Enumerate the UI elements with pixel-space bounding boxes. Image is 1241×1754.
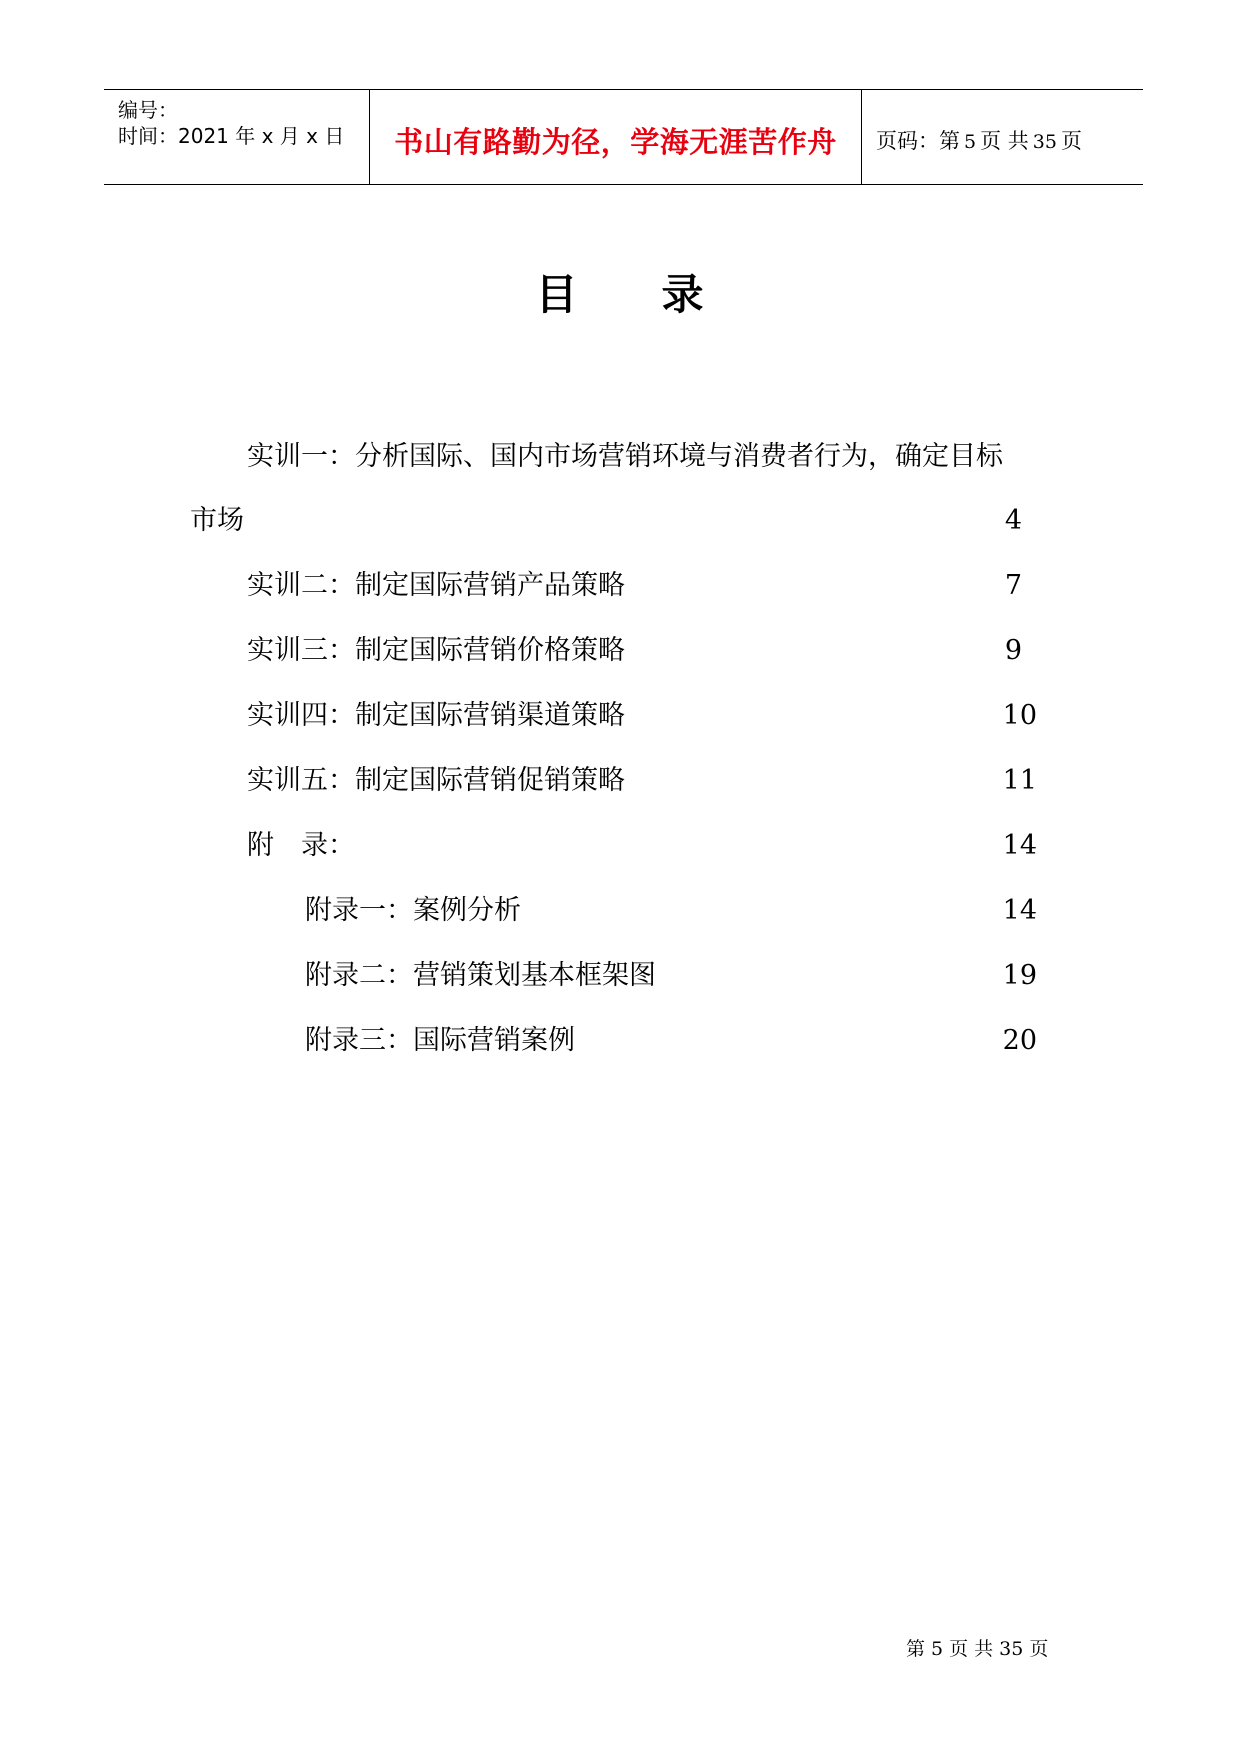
toc-entry[interactable] — [305, 1024, 1037, 1058]
toc-entry[interactable] — [305, 959, 1037, 993]
header-motto: 书山有路勤为径，学海无涯苦作舟 — [394, 125, 837, 159]
toc-leader-dots — [357, 829, 1001, 863]
toc-leader-dots — [627, 634, 1003, 668]
toc-entry-label: 附录二：营销策划基本框架图 — [305, 960, 656, 991]
title-char-2: 录 — [661, 270, 706, 319]
header-page-mid: 页 共 — [980, 129, 1029, 153]
toc-entry[interactable] — [247, 699, 1037, 733]
toc-entry-label: 实训三：制定国际营销价格策略 — [247, 635, 625, 666]
footer-total-pages: 35 — [999, 1638, 1024, 1660]
toc-entry-page: 14 — [1002, 830, 1037, 861]
toc-entry-label: 附 录： — [247, 830, 355, 861]
page-title — [0, 262, 1241, 322]
toc-leader-dots — [523, 894, 1001, 928]
toc-entry-label: 实训五：制定国际营销促销策略 — [247, 765, 625, 796]
toc-entry[interactable] — [247, 829, 1037, 863]
toc-first-line: 实训一：分析国际、国内市场营销环境与消费者行为，确定目标 — [247, 441, 1003, 472]
page-header — [104, 89, 1143, 185]
header-page-current: 5 — [964, 131, 977, 153]
footer-mid-1: 页 — [949, 1638, 969, 1660]
toc-entry[interactable] — [247, 634, 1022, 668]
toc-entry-label: 附录三：国际营销案例 — [305, 1025, 575, 1056]
toc-entry-label: 实训二：制定国际营销产品策略 — [247, 570, 625, 601]
toc-entry-page: 9 — [1004, 635, 1022, 666]
toc-entry-page: 19 — [1002, 960, 1037, 991]
toc-entry-page: 20 — [1002, 1025, 1037, 1056]
toc-entry[interactable] — [247, 569, 1022, 603]
toc-leader-dots — [577, 1024, 1001, 1058]
header-info-cell — [104, 90, 370, 184]
page-footer — [906, 1634, 1054, 1661]
title-char-1: 目 — [535, 270, 580, 319]
toc-entry-label: 市场 — [190, 505, 244, 536]
header-page-cell — [862, 90, 1143, 184]
header-page-prefix: 页码：第 — [876, 129, 960, 153]
header-page-suffix: 页 — [1060, 129, 1082, 153]
header-page-info — [876, 125, 1082, 155]
document-code-label: 编号： — [118, 98, 178, 122]
toc-entry[interactable] — [305, 894, 1037, 928]
toc-entry-page: 7 — [1004, 570, 1022, 601]
document-time-label: 时间：2021 年 x 月 x 日 — [118, 124, 345, 148]
footer-mid-2: 共 — [974, 1638, 994, 1660]
toc-entry-page: 11 — [1002, 765, 1037, 796]
toc-entry-page: 4 — [1004, 505, 1022, 536]
footer-suffix: 页 — [1029, 1638, 1049, 1660]
toc-entry-label: 附录一：案例分析 — [305, 895, 521, 926]
toc-entry-label: 实训四：制定国际营销渠道策略 — [247, 700, 625, 731]
toc-entry-page: 10 — [1002, 700, 1037, 731]
toc-leader-dots — [246, 504, 1003, 538]
footer-current-page: 5 — [931, 1638, 944, 1660]
header-page-total: 35 — [1032, 131, 1057, 153]
toc-leader-dots — [627, 764, 1001, 798]
toc-entry-page: 14 — [1002, 895, 1037, 926]
header-motto-cell — [370, 90, 862, 184]
footer-prefix: 第 — [906, 1638, 926, 1660]
toc-entry[interactable] — [247, 764, 1037, 798]
toc-entry[interactable] — [190, 504, 1022, 538]
toc-leader-dots — [658, 959, 1001, 993]
toc-leader-dots — [627, 569, 1003, 603]
toc-leader-dots — [627, 699, 1001, 733]
